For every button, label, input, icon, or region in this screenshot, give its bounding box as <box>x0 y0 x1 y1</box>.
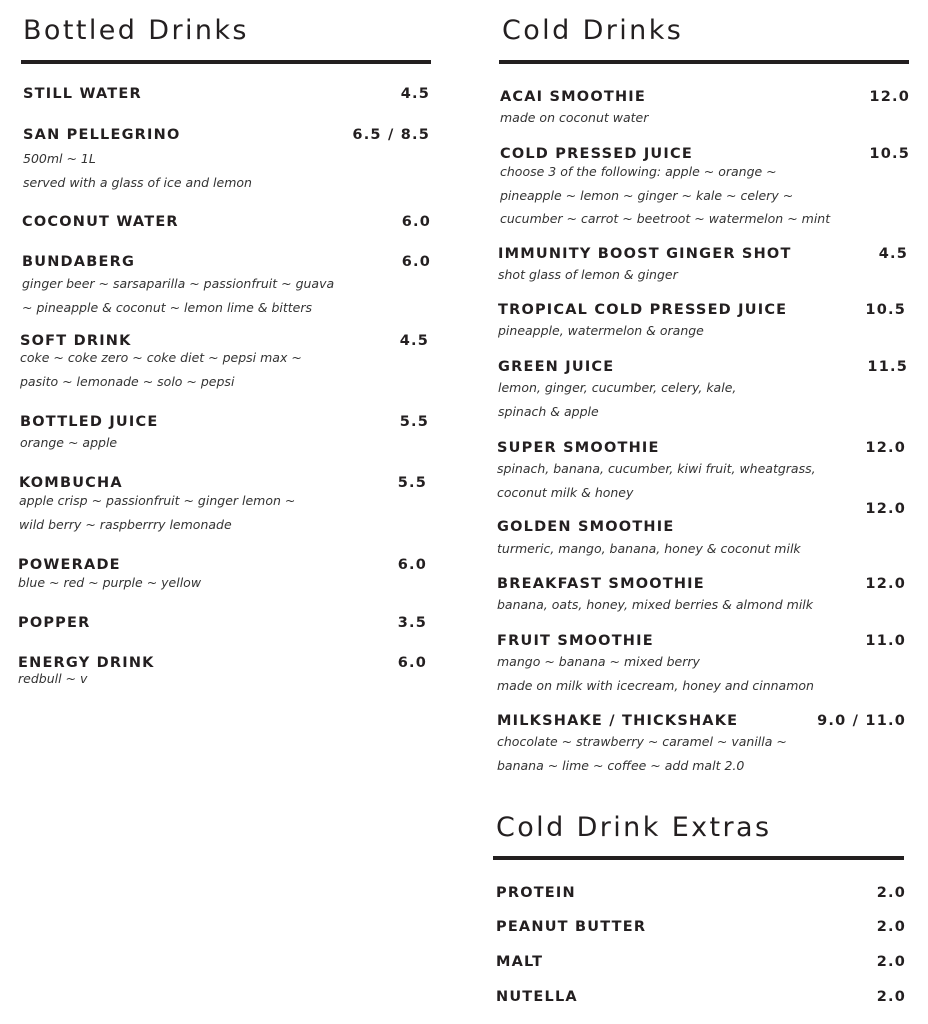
menu-item-coconut-water <box>22 213 431 233</box>
item-description: wild berry ~ raspberrry lemonade <box>19 517 232 532</box>
item-name: STILL WATER <box>23 86 142 102</box>
item-description: made on coconut water <box>500 110 649 125</box>
item-price: 10.5 <box>869 146 910 162</box>
menu-item-tropical-cold-pressed-juice <box>498 301 906 338</box>
menu-item-fruit-smoothie <box>497 632 906 693</box>
item-description: orange ~ apple <box>20 435 118 450</box>
item-description: banana ~ lime ~ coffee ~ add malt 2.0 <box>497 758 745 773</box>
item-price: 2.0 <box>876 885 906 901</box>
menu-item-kombucha <box>19 474 427 532</box>
item-price: 12.0 <box>869 89 910 105</box>
item-price: 12.0 <box>865 576 906 592</box>
item-price: 5.5 <box>397 475 427 491</box>
menu-item-powerade <box>18 556 427 590</box>
item-price: 5.5 <box>399 414 429 430</box>
item-name: MALT <box>496 954 544 970</box>
item-name: PROTEIN <box>496 885 576 901</box>
item-price: 6.0 <box>401 214 431 230</box>
menu-item-san-pellegrino <box>23 126 430 190</box>
menu-item-bundaberg <box>22 253 431 315</box>
item-name: TROPICAL COLD PRESSED JUICE <box>498 302 788 318</box>
menu-item-breakfast-smoothie <box>497 575 906 612</box>
cold-drink-extras-title: Cold Drink Extras <box>496 812 772 843</box>
item-description: served with a glass of ice and lemon <box>23 175 252 190</box>
item-description: ginger beer ~ sarsaparilla ~ passionfruit ~ guava <box>22 276 335 291</box>
item-name: SAN PELLEGRINO <box>23 127 181 143</box>
menu-item-protein <box>496 884 906 904</box>
item-description: coconut milk & honey <box>497 485 634 500</box>
item-price: 12.0 <box>865 440 906 456</box>
menu-item-bottled-juice <box>20 413 429 450</box>
item-description: turmeric, mango, banana, honey & coconut milk <box>497 541 801 556</box>
item-name: MILKSHAKE / THICKSHAKE <box>497 713 739 729</box>
item-name: ACAI SMOOTHIE <box>500 89 646 105</box>
item-price: 6.5 / 8.5 <box>352 127 430 143</box>
item-name: BOTTLED JUICE <box>20 414 159 430</box>
item-price: 10.5 <box>865 302 906 318</box>
item-description: choose 3 of the following: apple ~ orange ~ <box>500 164 777 179</box>
item-description: chocolate ~ strawberry ~ caramel ~ vanilla ~ <box>497 734 787 749</box>
item-name: SUPER SMOOTHIE <box>497 440 660 456</box>
menu-item-green-juice <box>498 358 908 419</box>
menu-item-nutella <box>496 988 906 1008</box>
item-description: cucumber ~ carrot ~ beetroot ~ watermelon ~ mint <box>500 211 831 226</box>
item-name: KOMBUCHA <box>19 475 123 491</box>
menu-item-still-water <box>23 85 430 105</box>
item-name: FRUIT SMOOTHIE <box>497 633 654 649</box>
item-description: mango ~ banana ~ mixed berry <box>497 654 700 669</box>
item-description: pineapple, watermelon & orange <box>498 323 704 338</box>
item-description: blue ~ red ~ purple ~ yellow <box>18 575 202 590</box>
menu-item-malt <box>496 953 906 973</box>
menu-item-super-smoothie <box>497 439 906 500</box>
item-description: coke ~ coke zero ~ coke diet ~ pepsi max ~ <box>20 350 302 365</box>
item-price: 2.0 <box>876 989 906 1005</box>
item-name: GREEN JUICE <box>498 359 615 375</box>
menu-item-golden-smoothie <box>497 501 906 556</box>
item-name: COCONUT WATER <box>22 214 179 230</box>
item-price: 12.0 <box>865 501 906 517</box>
item-name: BUNDABERG <box>22 254 136 270</box>
item-name: POWERADE <box>18 557 121 573</box>
item-description: apple crisp ~ passionfruit ~ ginger lemon ~ <box>19 493 296 508</box>
bottled-drinks-title: Bottled Drinks <box>23 15 249 46</box>
menu-item-energy-drink <box>18 654 427 686</box>
cold-drinks-title: Cold Drinks <box>502 15 684 46</box>
item-price: 4.5 <box>399 333 429 349</box>
item-price: 6.0 <box>401 254 431 270</box>
menu-item-immunity-boost-ginger-shot <box>498 245 908 282</box>
item-description: spinach & apple <box>498 404 599 419</box>
item-price: 6.0 <box>397 655 427 671</box>
item-description: redbull ~ v <box>18 671 88 686</box>
item-description: 500ml ~ 1L <box>23 151 96 166</box>
cold-drinks-rule <box>499 60 909 64</box>
item-name: SOFT DRINK <box>20 333 132 349</box>
item-price: 11.0 <box>865 633 906 649</box>
bottled-drinks-rule <box>21 60 431 64</box>
item-price: 11.5 <box>867 359 908 375</box>
item-description: banana, oats, honey, mixed berries & almond milk <box>497 597 813 612</box>
item-name: COLD PRESSED JUICE <box>500 146 693 162</box>
menu-item-acai-smoothie <box>500 88 910 125</box>
item-name: ENERGY DRINK <box>18 655 155 671</box>
item-description: shot glass of lemon & ginger <box>498 267 678 282</box>
item-description: made on milk with icecream, honey and cinnamon <box>497 678 814 693</box>
item-description: ~ pineapple & coconut ~ lemon lime & bitters <box>22 300 313 315</box>
item-name: NUTELLA <box>496 989 578 1005</box>
menu-item-popper <box>18 614 427 634</box>
item-description: spinach, banana, cucumber, kiwi fruit, wheatgrass, <box>497 461 816 476</box>
item-price: 2.0 <box>876 954 906 970</box>
item-description: pasito ~ lemonade ~ solo ~ pepsi <box>20 374 235 389</box>
cold-drink-extras-rule <box>493 856 904 860</box>
item-price: 3.5 <box>397 615 427 631</box>
item-description: lemon, ginger, cucumber, celery, kale, <box>498 380 737 395</box>
item-name: GOLDEN SMOOTHIE <box>497 519 675 535</box>
item-price: 4.5 <box>400 86 430 102</box>
menu-item-peanut-butter <box>496 918 906 938</box>
menu-item-cold-pressed-juice <box>500 145 910 226</box>
menu-item-milkshake-thickshake <box>497 712 906 773</box>
item-price: 4.5 <box>878 246 908 262</box>
menu-item-soft-drink <box>20 332 429 389</box>
item-price: 6.0 <box>397 557 427 573</box>
item-price: 9.0 / 11.0 <box>817 713 906 729</box>
item-name: IMMUNITY BOOST GINGER SHOT <box>498 246 792 262</box>
item-name: BREAKFAST SMOOTHIE <box>497 576 705 592</box>
item-name: POPPER <box>18 615 91 631</box>
item-name: PEANUT BUTTER <box>496 919 647 935</box>
item-price: 2.0 <box>876 919 906 935</box>
item-description: pineapple ~ lemon ~ ginger ~ kale ~ celery ~ <box>500 187 794 203</box>
